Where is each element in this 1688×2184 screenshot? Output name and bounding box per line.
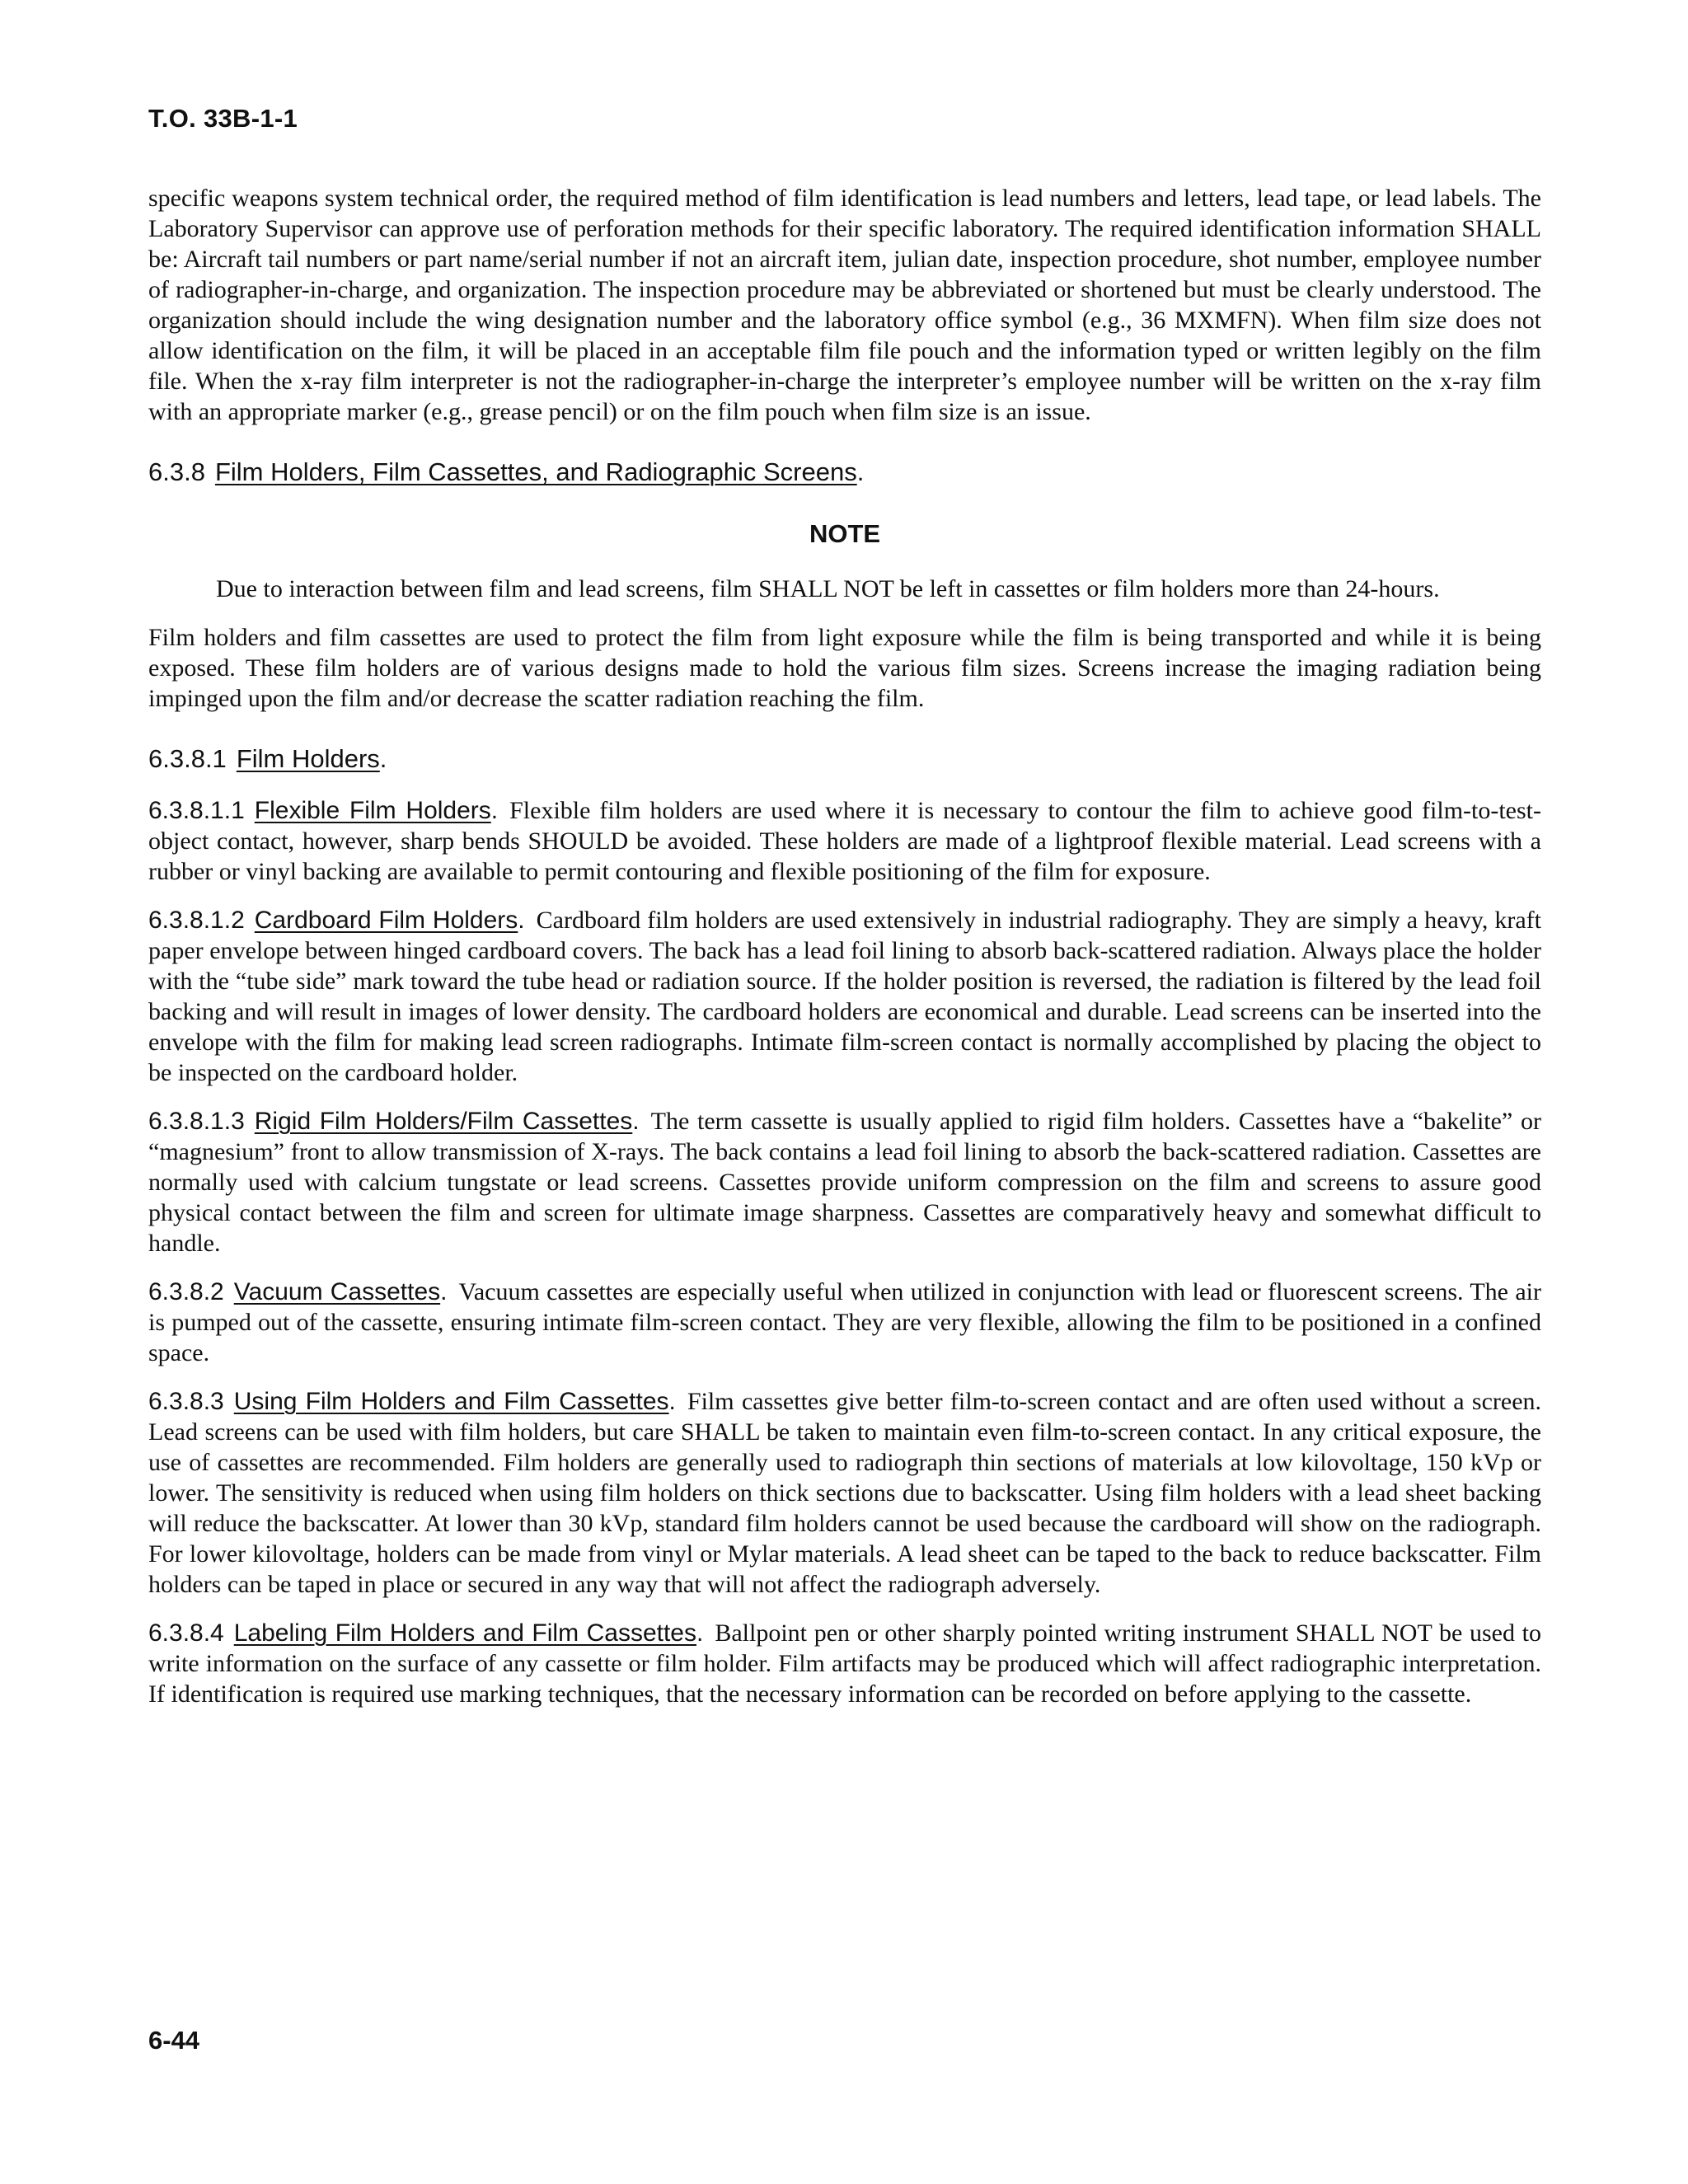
section-number: 6.3.8.1: [148, 744, 227, 773]
section-title: Vacuum Cassettes: [233, 1278, 441, 1305]
section-title: Rigid Film Holders/Film Cassettes: [254, 1108, 633, 1135]
section-number: 6.3.8.3: [148, 1388, 224, 1415]
section-number: 6.3.8: [148, 457, 205, 486]
section-text: The term cassette is usually applied to rigid film holders. Cassettes have a “bakelite” or “magnesium” front to allow transmission of X-rays. The back contains a lead foil lining to absorb the back-scattered radiation. Cassettes are normally used with calcium tungstate or lead screens. Cassettes provide uniform compression on the film and screens to assure good physical contact between the film and screen for ultimate image sharpness. Cassettes are comparatively heavy and somewhat difficult to handle.: [148, 1108, 1541, 1257]
heading-period: .: [379, 744, 387, 773]
heading-period: .: [856, 457, 865, 486]
section-number: 6.3.8.1.2: [148, 907, 245, 934]
section-text: Flexible film holders are used where it is necessary to contour the film to achieve good film-to-test-object contact, however, sharp bends SHOULD be avoided. These holders are made of a lightproof flexible material. Lead screens with a rubber or vinyl backing are available to permit contouring and flexible positioning of the film for exposure.: [148, 797, 1541, 885]
section-text: Cardboard film holders are used extensively in industrial radiography. They are simply a heavy, kraft paper envelope between hinged cardboard covers. The back has a lead foil lining to absorb back-scattered radiation. Always place the holder with the “tube side” mark toward the tube head or radiation source. If the holder position is reversed, the radiation is filtered by the lead foil backing and will result in images of lower density. The cardboard holders are economical and durable. Lead screens can be inserted into the envelope with the film for making lead screen radiographs. Intimate film-screen contact is normally accomplished by placing the object to be inspected on the cardboard holder.: [148, 907, 1541, 1086]
section-text: Ballpoint pen or other sharply pointed writing instrument SHALL NOT be used to write information on the surface of any cassette or film holder. Film artifacts may be produced which will affect radiographic interpretation. If identification is required use marking techniques, that the necessary information can be recorded on before applying to the cassette.: [148, 1619, 1541, 1708]
section-title: Flexible Film Holders: [254, 797, 491, 824]
intro-paragraph: specific weapons system technical order, the required method of film identification is lead numbers and letters, lead tape, or lead labels. The Laboratory Supervisor can approve use of perforation methods for their specific laboratory. The required identification information SHALL be: Aircraft tail numbers or part name/serial number if not an aircraft item, julian date, inspection procedure, shot number, employee number of radiographer-in-charge, and organization. The inspection procedure may be abbreviated or shortened but must be clearly understood. The organization should include the wing designation number and the laboratory office symbol (e.g., 36 MXMFN). When film size does not allow identification on the film, it will be placed in an acceptable film file pouch and the information typed or written legibly on the film file. When the x-ray film interpreter is not the radiographer-in-charge the interpreter’s employee number will be written on the x-ray film with an appropriate marker (e.g., grease pencil) or on the film pouch when film size is an issue.: [148, 185, 1541, 425]
section-text: Vacuum cassettes are especially useful when utilized in conjunction with lead or fluorescent screens. The air is pumped out of the cassette, ensuring intimate film-screen contact. They are very flexible, allowing the film to be positioned in a confined space.: [148, 1278, 1541, 1366]
section-number: 6.3.8.4: [148, 1619, 224, 1647]
page-header: T.O. 33B-1-1: [148, 104, 298, 133]
section-6-3-8-3: 6.3.8.3 Using Film Holders and Film Cassettes. Film cassettes give better film-to-screen contact and are often used without a screen. Lead screens can be used with film holders, but care SHALL be taken to maintain even film-to-screen contact. In any critical exposure, the use of cassettes are recommended. Film holders are generally used to radiograph thin sections of materials at low kilovoltage, 150 kVp or lower. The sensitivity is reduced when using film holders on thick sections due to backscatter. Using film holders with a lead sheet backing will reduce the backscatter. At lower than 30 kVp, standard film holders cannot be used because the cardboard will show on the radiograph. For lower kilovoltage, holders can be made from vinyl or Mylar materials. A lead sheet can be taped to the back to reduce backscatter. Film holders can be taped in place or secured in any way that will not affect the radiograph adversely.: [148, 1388, 1542, 1598]
section-6-3-8-1-3: 6.3.8.1.3 Rigid Film Holders/Film Cassettes. The term cassette is usually applied to rigid film holders. Cassettes have a “bakelite” or “magnesium” front to allow transmission of X-rays. The back contains a lead foil lining to absorb the back-scattered radiation. Cassettes are normally used with calcium tungstate or lead screens. Cassettes provide uniform compression on the film and screens to assure good physical contact between the film and screen for ultimate image sharpness. Cassettes are comparatively heavy and somewhat difficult to handle.: [148, 1108, 1541, 1257]
section-number: 6.3.8.1.1: [148, 797, 245, 824]
section-title: Labeling Film Holders and Film Cassettes: [233, 1619, 696, 1647]
section-number: 6.3.8.1.3: [148, 1108, 245, 1135]
page-number: 6-44: [148, 2026, 200, 2055]
section-number: 6.3.8.2: [148, 1278, 224, 1305]
section-title: Film Holders, Film Cassettes, and Radiographic Screens: [214, 457, 857, 486]
note-title: NOTE: [809, 519, 881, 548]
section-6-3-8-2: 6.3.8.2 Vacuum Cassettes. Vacuum cassettes are especially useful when utilized in conjunction with lead or fluorescent screens. The air is pumped out of the cassette, ensuring intimate film-screen contact. They are very flexible, allowing the film to be positioned in a confined space.: [148, 1278, 1541, 1366]
body-text-column: [148, 183, 1541, 1709]
section-text: Film cassettes give better film-to-screen contact and are often used without a screen. Lead screens can be used with film holders, but care SHALL be taken to maintain even film-to-screen contact. In any critical exposure, the use of cassettes are recommended. Film holders are generally used to radiograph thin sections of materials at low kilovoltage, 150 kVp or lower. The sensitivity is reduced when using film holders on thick sections due to backscatter. Using film holders with a lead sheet backing will reduce the backscatter. At lower than 30 kVp, standard film holders cannot be used because the cardboard will show on the radiograph. For lower kilovoltage, holders can be made from vinyl or Mylar materials. A lead sheet can be taped to the back to reduce backscatter. Film holders can be taped in place or secured in any way that will not affect the radiograph adversely.: [148, 1388, 1542, 1598]
section-6-3-8-1-1: 6.3.8.1.1 Flexible Film Holders. Flexible film holders are used where it is necessary to contour the film to achieve good film-to-test-object contact, however, sharp bends SHOULD be avoided. These holders are made of a lightproof flexible material. Lead screens with a rubber or vinyl backing are available to permit contouring and flexible positioning of the film for exposure.: [148, 797, 1541, 885]
section-6-3-8-text: Film holders and film cassettes are used to protect the film from light exposure while the film is being transported and while it is being exposed. These film holders are of various designs made to hold the various film sizes. Screens increase the imaging radiation being impinged upon the film and/or decrease the scatter radiation reaching the film.: [148, 624, 1541, 712]
section-title: Cardboard Film Holders: [254, 907, 518, 934]
section-6-3-8-4: 6.3.8.4 Labeling Film Holders and Film Cassettes. Ballpoint pen or other sharply pointed writing instrument SHALL NOT be used to write information on the surface of any cassette or film holder. Film artifacts may be produced which will affect radiographic interpretation. If identification is required use marking techniques, that the necessary information can be recorded on before applying to the cassette.: [148, 1619, 1541, 1708]
section-title: Film Holders: [236, 744, 380, 773]
section-title: Using Film Holders and Film Cassettes: [233, 1388, 669, 1415]
note-text: Due to interaction between film and lead screens, film SHALL NOT be left in cassettes or film holders more than 24-hours.: [216, 575, 1440, 602]
section-6-3-8-1-heading: [148, 743, 1541, 774]
section-6-3-8-1-2: 6.3.8.1.2 Cardboard Film Holders. Cardboard film holders are used extensively in industrial radiography. They are simply a heavy, kraft paper envelope between hinged cardboard covers. The back has a lead foil lining to absorb back-scattered radiation. Always place the holder with the “tube side” mark toward the tube head or radiation source. If the holder position is reversed, the radiation is filtered by the lead foil backing and will result in images of lower density. The cardboard holders are economical and durable. Lead screens can be inserted into the envelope with the film for making lead screen radiographs. Intimate film-screen contact is normally accomplished by placing the object to be inspected on the cardboard holder.: [148, 907, 1541, 1086]
section-6-3-8-heading: [148, 457, 1541, 487]
